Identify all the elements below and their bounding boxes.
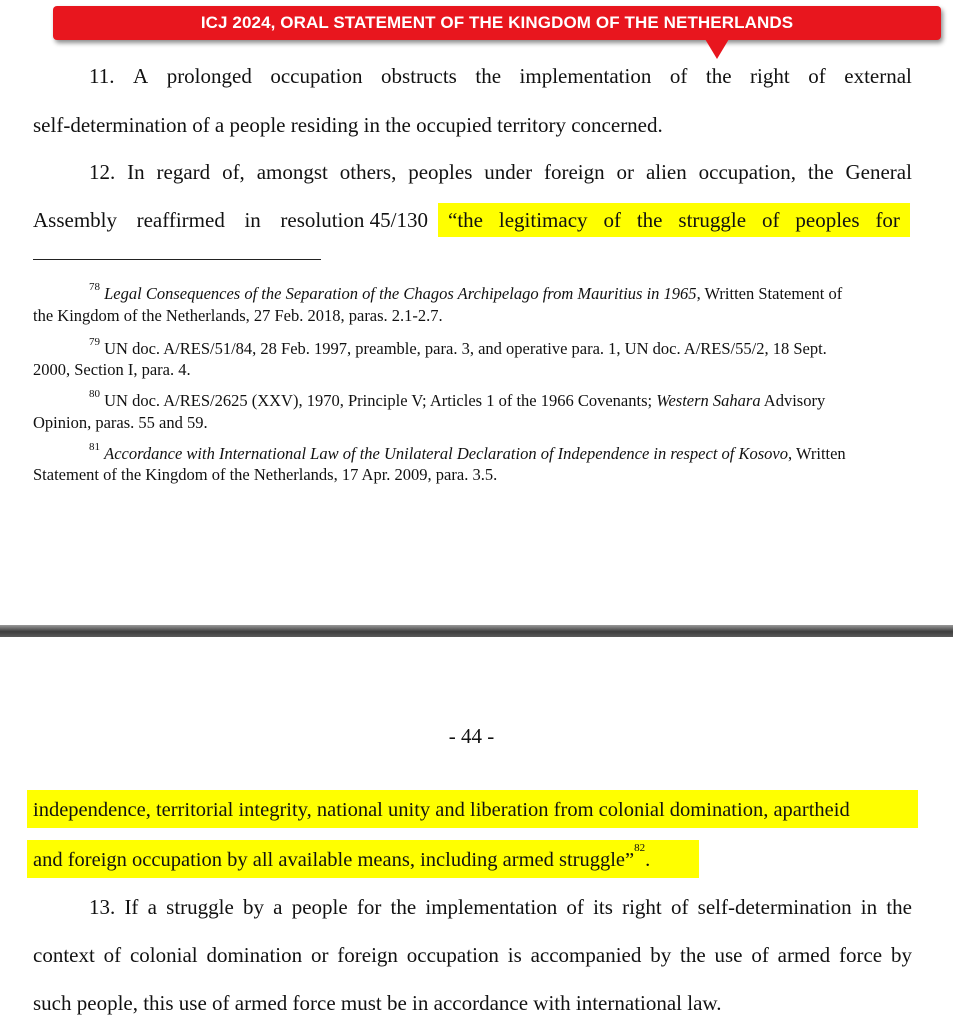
word: A — [133, 64, 149, 88]
word: 12. — [89, 160, 116, 184]
word: right — [750, 64, 790, 88]
word: a — [273, 895, 283, 919]
footnote-81-rest: , Written — [788, 444, 846, 463]
footnote-78-marker: 78 — [89, 281, 100, 293]
word: of — [669, 64, 688, 88]
word: the — [886, 895, 912, 919]
word: alien — [645, 160, 687, 184]
word: force — [838, 943, 883, 967]
word: by — [890, 943, 912, 967]
word: use — [714, 943, 743, 967]
word: foreign — [337, 943, 398, 967]
word: by — [242, 895, 264, 919]
word: of — [566, 895, 584, 919]
word: is — [507, 943, 522, 967]
footnote-80-italic: Western Sahara — [656, 391, 761, 410]
word: struggle — [678, 208, 747, 232]
word: a — [147, 895, 157, 919]
word: regard — [156, 160, 211, 184]
footnote-78-rest: , Written Statement of — [696, 284, 843, 303]
word: 11. — [89, 64, 115, 88]
word: its — [593, 895, 613, 919]
footnote-79-marker: 79 — [89, 336, 100, 348]
footnote-80-line2: Opinion, paras. 55 and 59. — [33, 413, 208, 432]
word: the — [390, 895, 417, 919]
word: of — [103, 943, 122, 967]
para13-line2 — [33, 940, 912, 970]
page-divider — [0, 625, 953, 637]
word: of — [761, 208, 780, 232]
word: obstructs — [381, 64, 457, 88]
word: accompanied — [530, 943, 642, 967]
para12-line2 — [33, 205, 912, 235]
word: or — [310, 943, 329, 967]
quote-line1: independence, territorial integrity, national unity and liberation from colonial domination, apartheid — [33, 799, 850, 821]
word: implementation — [519, 64, 652, 88]
word: “the — [448, 208, 483, 232]
para13-line3: such people, this use of armed force must be in accordance with international law. — [33, 991, 722, 1015]
footnote-81-marker: 81 — [89, 441, 100, 453]
word: of — [670, 895, 689, 919]
footnote-80-rest: Advisory — [760, 391, 826, 410]
word: colonial — [129, 943, 198, 967]
word: of — [603, 208, 621, 232]
word: 13. — [89, 895, 116, 919]
word: amongst — [256, 160, 328, 184]
word: occupation — [270, 64, 363, 88]
footnote-78-title: Legal Consequences of the Separation of the Chagos Archipelago from Mauritius in 1965 — [104, 284, 697, 303]
word: of — [751, 943, 769, 967]
word: for — [875, 208, 900, 232]
footnote-78-line1 — [33, 281, 912, 304]
footnote-79-line2: 2000, Section I, para. 4. — [33, 360, 191, 379]
word: If — [124, 895, 139, 919]
word: the — [636, 208, 663, 232]
quote-line2-end: . — [645, 849, 651, 871]
footnote-81-line1 — [33, 441, 912, 464]
quote-line2 — [33, 842, 912, 875]
footnote-80-line1 — [33, 388, 912, 411]
footnote-separator — [33, 259, 321, 260]
footnote-79-text: UN doc. A/RES/51/84, 28 Feb. 1997, preamble, para. 3, and operative para. 1, UN doc. A/RES/55/2, 18 Sept. — [104, 339, 827, 358]
footnote-81-line2: Statement of the Kingdom of the Netherlands, 17 Apr. 2009, para. 3.5. — [33, 465, 498, 484]
word: right — [622, 895, 662, 919]
word: reaffirmed — [136, 208, 225, 232]
word: or — [616, 160, 635, 184]
word: domination — [206, 943, 303, 967]
word: by — [650, 943, 672, 967]
footnote-80-marker: 80 — [89, 388, 100, 400]
footnote-82-marker: 82 — [634, 842, 646, 854]
word: peoples — [408, 160, 473, 184]
word: external — [844, 64, 912, 88]
word: others, — [339, 160, 397, 184]
word: peoples — [795, 208, 860, 232]
word: of — [808, 64, 826, 88]
word: In — [127, 160, 145, 184]
word: of, — [222, 160, 245, 184]
word: resolution 45/130 — [280, 208, 428, 232]
word: the — [705, 64, 732, 88]
word: foreign — [544, 160, 605, 184]
page-number: - 44 - — [448, 724, 495, 748]
footnote-80-pre: UN doc. A/RES/2625 (XXV), 1970, Principle V; Articles 1 of the 1966 Covenants; — [104, 391, 657, 410]
footnote-78-line2: the Kingdom of the Netherlands, 27 Feb. 2018, paras. 2.1-2.7. — [33, 306, 443, 325]
word: occupation — [406, 943, 499, 967]
word: prolonged — [166, 64, 252, 88]
para12-line2-highlight — [438, 203, 910, 237]
quote-line2-text: and foreign occupation by all available means, including armed struggle” — [33, 849, 635, 871]
word: armed — [777, 943, 831, 967]
word: people — [291, 895, 348, 919]
para12-line1 — [33, 157, 912, 187]
footnote-81-title: Accordance with International Law of the Unilateral Declaration of Independence in respect of Kosovo — [104, 444, 788, 463]
word: Assembly — [33, 208, 117, 232]
word: self-determination — [697, 895, 852, 919]
word: in — [860, 895, 878, 919]
para11-line1 — [33, 61, 912, 91]
word: in — [244, 208, 261, 232]
para13-line1 — [33, 892, 912, 922]
word: General — [845, 160, 912, 184]
word: context — [33, 943, 95, 967]
banner-title: ICJ 2024, ORAL STATEMENT OF THE KINGDOM OF THE NETHERLANDS — [200, 13, 794, 32]
statement-banner — [53, 6, 941, 40]
word: the — [475, 64, 502, 88]
word: struggle — [166, 895, 234, 919]
word: the — [807, 160, 834, 184]
word: under — [484, 160, 533, 184]
word: occupation, — [698, 160, 797, 184]
para11-line2: self-determination of a people residing in the occupied territory concerned. — [33, 113, 663, 137]
banner-pointer — [705, 39, 729, 59]
para12-line2-plain — [33, 205, 428, 235]
word: for — [356, 895, 382, 919]
footnote-79-line1 — [33, 336, 912, 359]
word: the — [680, 943, 706, 967]
word: legitimacy — [498, 208, 588, 232]
word: implementation — [425, 895, 558, 919]
